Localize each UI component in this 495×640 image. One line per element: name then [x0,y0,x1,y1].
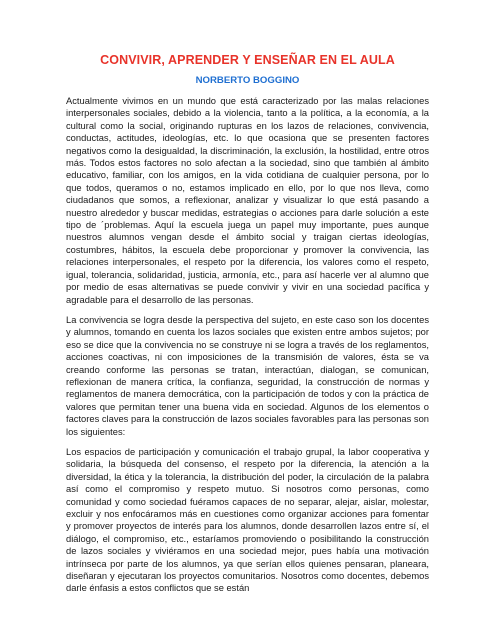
document-title: CONVIVIR, APRENDER Y ENSEÑAR EN EL AULA [100,53,395,67]
document-author: NORBERTO BOGGINO [195,75,300,86]
paragraph-convivencia: La convivencia se logra desde la perspectiva del sujeto, en este caso son los docentes y alumnos, tomando en cuenta los lazos sociales que existen entre ambos sujetos; por eso se dice que la convivencia no se construye ni se logra a través de los reglamentos, acciones coactivas, ni con imposiciones de la transmisión de valores, ésta se va creando conforme las personas se tratan, interactúan, dialogan, se comunican, reflexionan de manera crítica, la confianza, seguridad, la construcción de normas y reglamentos de manera democrática, con la participación de todos y con la práctica de valores que permitan tener una buena vida en sociedad. Algunos de los elementos o factores claves para la construcción de lazos sociales favorables para las personas son los siguientes: [66,314,429,437]
paragraph-espacios: Los espacios de participación y comunicación el trabajo grupal, la labor cooperativa y solidaria, la búsqueda del consenso, el respeto por la diferencia, la atención a la diversidad, la ética y la tolerancia, la distribución del poder, la circulación de la palabra así como el compromiso y respeto mutuo. Si nosotros como personas, como comunidad y como sociedad fuéramos capaces de no separar, alejar, aislar, molestar, excluir y nos enfocáramos más en cuestiones como organizar acciones para fomentar y promover proyectos de interés para los alumnos, donde desarrollen lazos entre sí, el diálogo, el compromiso, etc., estaríamos promoviendo o posibilitando la construcción de lazos sociales y viviéramos en una sociedad mejor, pues había una motivación intrínseca por parte de los alumnos, ya que serían ellos quienes pensaran, planeara, diseñaran y ejecutaran los proyectos comunitarios. Nosotros como docentes, debemos darle énfasis a estos conflictos que se están [66,446,429,594]
document-body [66,95,429,595]
paragraph-intro: Actualmente vivimos en un mundo que está caracterizado por las malas relaciones interpersonales sociales, debido a la violencia, tanto a la política, a la economía, a la cultural como la social, originando rupturas en los lazos de relaciones, convivencia, conductas, actitudes, ideologías, etc. lo que ocasiona que se presenten factores negativos como la desigualdad, la discriminación, la exclusión, la hostilidad, entre otros más. Todos estos factores no solo afectan a la sociedad, sino que también al ámbito educativo, familiar, con los amigos, en la vida cotidiana de cualquier persona, por lo que todos, queramos o no, estamos implicado en ello, por lo que nos lleva, como ciudadanos que somos, a reflexionar, analizar y visualizar lo que está pasando a nuestro alrededor y buscar medidas, estrategias o acciones para darle solución a este tipo de ´problemas. Aquí la escuela juega un papel muy importante, pues aunque nuestros alumnos vengan desde el ámbito social y traigan ciertas ideologías, costumbres, hábitos, la escuela debe proporcionar y promover la convivencia, las relaciones interpersonales, el respeto por la diferencia, los valores como el respeto, igual, tolerancia, solidaridad, justicia, armonía, etc., para así hacerle ver al alumno que por medio de esas alternativas se puede convivir y vivir en una sociedad pacífica y agradable para el desarrollo de las personas. [66,96,429,305]
